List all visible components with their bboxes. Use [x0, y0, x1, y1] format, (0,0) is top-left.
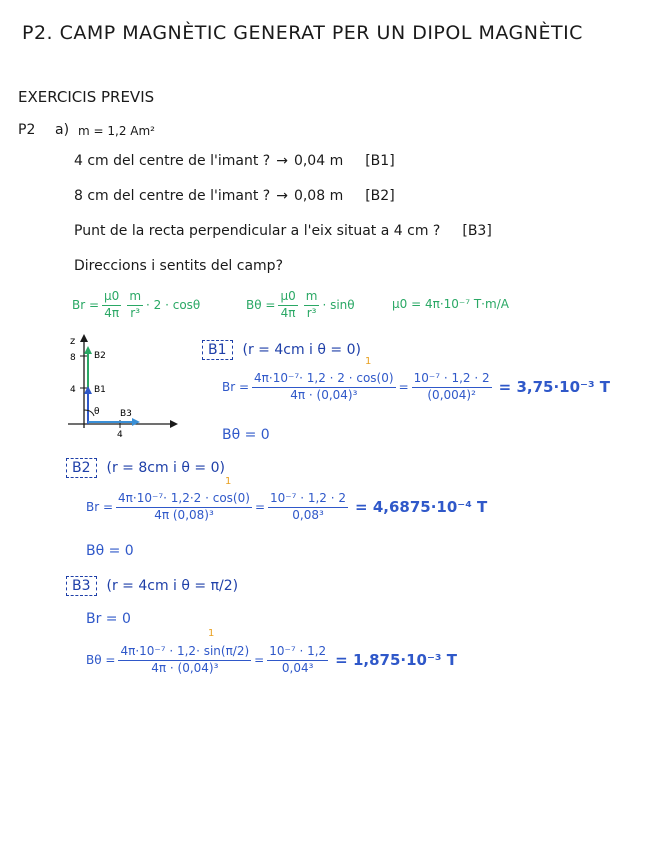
vector-b1-arrowhead	[84, 386, 92, 394]
b1-header	[202, 340, 361, 360]
question-1-answer: 0,04 m	[293, 153, 344, 169]
b3-box: B3	[66, 576, 97, 596]
b2-f1-den: 4π (0,08)³	[154, 507, 214, 522]
b3-result: = 1,875·10⁻³ T	[335, 651, 457, 670]
problem-label: P2	[18, 122, 36, 138]
question-3-tag: [B3]	[462, 223, 492, 239]
b3-sin-one: 1	[208, 628, 215, 639]
b2-f2-den: 0,08³	[292, 507, 324, 522]
formula-br-f2-den: r³	[130, 305, 141, 320]
question-1-text: 4 cm del centre de l'imant ?	[74, 153, 271, 169]
field-diagram	[60, 330, 185, 440]
vector-b3-arrowhead	[132, 418, 140, 426]
b3-f2-den: 0,04³	[281, 660, 314, 675]
z-axis-arrowhead	[80, 334, 88, 342]
b3-condition: (r = 4cm i θ = π/2)	[106, 578, 239, 594]
b2-btheta: Bθ = 0	[86, 543, 134, 559]
b3-f1-den: 4π · (0,04)³	[151, 660, 219, 675]
page-title: P2. CAMP MAGNÈTIC GENERAT PER UN DIPOL MAGNÈTIC	[22, 22, 583, 44]
b1-f1-num: 4π·10⁻⁷· 1,2 · 2 · cos(0)	[252, 372, 396, 388]
formula-br	[72, 290, 200, 321]
b1-lhs: Br =	[222, 380, 250, 395]
formula-br-f2-num: m	[127, 290, 143, 306]
b3-header	[66, 576, 238, 596]
b1-box: B1	[202, 340, 233, 360]
b3-label: B3	[120, 409, 132, 419]
formula-mu0: μ0 = 4π·10⁻⁷ T·m/A	[392, 297, 509, 311]
b1-equation: Br = $\frac{\text{4π·10⁻⁷· 1,2 · 2 · cos(0)}}{\text{4π · (0,04)³}}$ = $\frac{\text{10⁻⁷ · 1,2 · 2}}{\text{(0,004)²}}$ = 3,75·10⁻³ T	[222, 371, 610, 402]
b2-cos-one: 1	[225, 476, 232, 487]
formula-btheta-f1-den: 4π	[280, 305, 296, 320]
b2-condition: (r = 8cm i θ = 0)	[106, 460, 225, 476]
question-4: Direccions i sentits del camp?	[74, 258, 284, 274]
b2-f2-num: 10⁻⁷ · 1,2 · 2	[268, 492, 348, 508]
b3-f2-num: 10⁻⁷ · 1,2	[267, 645, 328, 661]
formula-br-tail: · 2 · cosθ	[146, 298, 201, 313]
question-1-tag: [B1]	[365, 153, 395, 169]
b2-result: = 4,6875·10⁻⁴ T	[355, 498, 488, 517]
tick-8-label: 8	[70, 353, 76, 363]
question-3	[74, 223, 492, 239]
b1-btheta: Bθ = 0	[222, 427, 270, 443]
b2-header	[66, 458, 225, 478]
magnetic-moment: m = 1,2 Am²	[78, 124, 155, 138]
theta-label: θ	[94, 407, 100, 417]
section-heading: EXERCICIS PREVIS	[18, 88, 155, 106]
formula-btheta	[246, 290, 355, 321]
question-2-tag: [B2]	[365, 188, 395, 204]
b2-equation: Br = $\frac{\text{4π·10⁻⁷· 1,2·2 · cos(0)}}{\text{4π (0,08)³}}$ = $\frac{\text{10⁻⁷ · 1,2 · 2}}{\text{0,08³}}$ = 4,6875·10⁻⁴ T	[86, 491, 488, 522]
formula-btheta-tail: · sinθ	[322, 298, 355, 313]
b1-result: = 3,75·10⁻³ T	[498, 378, 610, 397]
b3-br: Br = 0	[86, 611, 131, 627]
b3-equation: Bθ = $\frac{\text{4π·10⁻⁷ · 1,2· sin(π/2)}}{\text{4π · (0,04)³}}$ = $\frac{\text{10⁻⁷ · 1,2}}{\text{0,04³}}$ = 1,875·10⁻³ T	[86, 644, 457, 675]
b1-f2-num: 10⁻⁷ · 1,2 · 2	[412, 372, 492, 388]
formula-br-f1-den: 4π	[104, 305, 120, 320]
question-2-text: 8 cm del centre de l'imant ?	[74, 188, 271, 204]
vector-b2-arrowhead	[84, 346, 92, 354]
b2-f1-num: 4π·10⁻⁷· 1,2·2 · cos(0)	[116, 492, 252, 508]
formula-btheta-f2-den: r³	[306, 305, 317, 320]
b1-condition: (r = 4cm i θ = 0)	[242, 342, 361, 358]
z-label: z	[70, 336, 76, 347]
tick-4-label: 4	[70, 385, 76, 395]
question-3-text: Punt de la recta perpendicular a l'eix situat a 4 cm ?	[74, 223, 441, 239]
formula-btheta-f2-num: m	[304, 290, 320, 306]
b1-f2-den: (0,004)²	[427, 387, 476, 402]
b1-cos-one: 1	[365, 356, 372, 367]
formula-br-lhs: Br =	[72, 298, 100, 313]
question-2: 8 cm del centre de l'imant ? → 0,08 m [B2]	[74, 188, 395, 204]
question-2-answer: 0,08 m	[293, 188, 344, 204]
formula-btheta-lhs: Bθ =	[246, 298, 276, 313]
b3-f1-num: 4π·10⁻⁷ · 1,2· sin(π/2)	[118, 645, 251, 661]
b2-box: B2	[66, 458, 97, 478]
formula-btheta-f1-num: μ0	[278, 290, 297, 306]
problem-part: a)	[55, 122, 70, 138]
b2-label: B2	[94, 351, 106, 361]
b3-lhs: Bθ =	[86, 653, 116, 668]
formula-br-f1-num: μ0	[102, 290, 121, 306]
b1-label: B1	[94, 385, 106, 395]
x-tick-label: 4	[117, 430, 123, 440]
x-axis-arrowhead	[170, 420, 178, 428]
question-1: 4 cm del centre de l'imant ? → 0,04 m [B1]	[74, 153, 395, 169]
b1-f1-den: 4π · (0,04)³	[290, 387, 358, 402]
b2-lhs: Br =	[86, 500, 114, 515]
